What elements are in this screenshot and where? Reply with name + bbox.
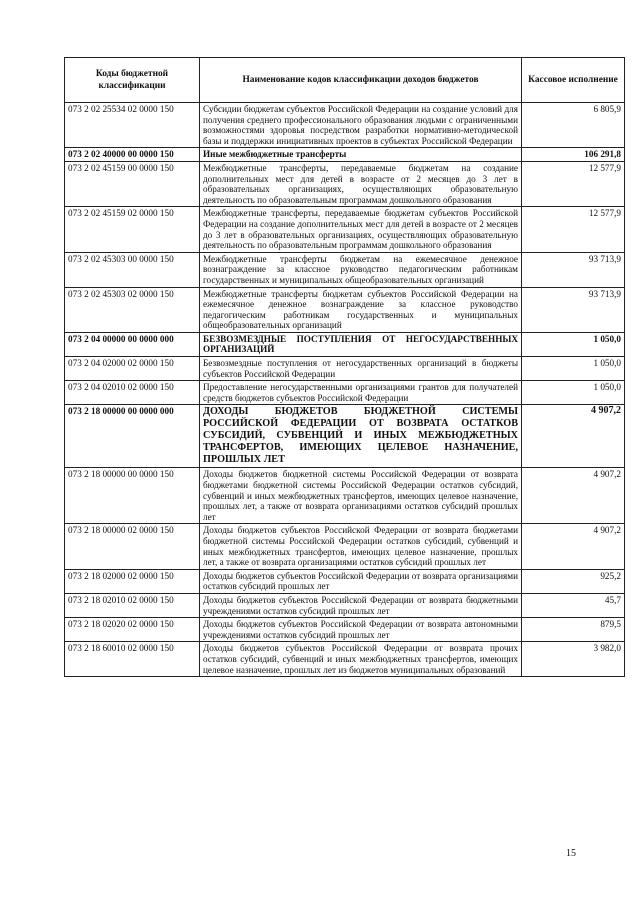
classification-name-cell: ДОХОДЫ БЮДЖЕТОВ БЮДЖЕТНОЙ СИСТЕМЫ РОССИЙСКОЙ ФЕДЕРАЦИИ ОТ ВОЗВРАТА ОСТАТКОВ СУБСИДИЙ, СУБВЕНЦИЙ И ИНЫХ МЕЖБЮДЖЕТНЫХ ТРАНСФЕРТОВ, ИМЕЮЩИХ ЦЕЛЕВОЕ НАЗНАЧЕНИЕ, ПРОШЛЫХ ЛЕТ	[200, 405, 522, 468]
table-header-row	[65, 58, 625, 103]
header-amount-column: Кассовое исполнение	[522, 58, 625, 103]
table-row	[65, 332, 625, 356]
amount-cell: 93 713,9	[522, 287, 625, 332]
amount-cell: 4 907,2	[522, 405, 625, 468]
table-row	[65, 252, 625, 287]
classification-code-cell: 073 2 18 00000 00 0000 000	[65, 405, 200, 468]
table-row	[65, 569, 625, 593]
table-row	[65, 357, 625, 381]
classification-name-cell: Межбюджетные трансферты, передаваемые бюджетам на создание дополнительных мест для детей в возрасте от 2 месяцев до 3 лет в образовательных организациях, осуществляющих образовательную деятельность по образовательным программам дошкольного образования	[200, 161, 522, 206]
classification-name-cell: Доходы бюджетов субъектов Российской Федерации от возврата организациями остатков субсидий прошлых лет	[200, 569, 522, 593]
classification-code-cell: 073 2 02 45159 00 0000 150	[65, 161, 200, 206]
classification-name-cell: БЕЗВОЗМЕЗДНЫЕ ПОСТУПЛЕНИЯ ОТ НЕГОСУДАРСТВЕННЫХ ОРГАНИЗАЦИЙ	[200, 332, 522, 356]
classification-code-cell: 073 2 04 02010 02 0000 150	[65, 381, 200, 405]
table-row	[65, 161, 625, 206]
budget-revenue-table	[64, 57, 625, 677]
classification-code-cell: 073 2 18 60010 02 0000 150	[65, 642, 200, 677]
page-number: 15	[566, 848, 576, 859]
amount-cell: 45,7	[522, 593, 625, 617]
header-name-column: Наименование кодов классификации доходов бюджетов	[200, 58, 522, 103]
classification-name-cell: Доходы бюджетов субъектов Российской Федерации от возврата бюджетами бюджетной системы Российской Федерации остатков субсидий, субвенций и иных межбюджетных трансфертов, имеющих целевое назначение, прошлых лет, а также от возврата организациями остатков субсидий прошлых лет	[200, 524, 522, 569]
amount-cell: 12 577,9	[522, 161, 625, 206]
classification-code-cell: 073 2 02 45303 02 0000 150	[65, 287, 200, 332]
classification-code-cell: 073 2 18 02000 02 0000 150	[65, 569, 200, 593]
classification-code-cell: 073 2 18 00000 00 0000 150	[65, 468, 200, 524]
table-row	[65, 468, 625, 524]
classification-code-cell: 073 2 02 45303 00 0000 150	[65, 252, 200, 287]
table-row	[65, 405, 625, 468]
table-row	[65, 381, 625, 405]
amount-cell: 1 050,0	[522, 381, 625, 405]
classification-code-cell: 073 2 18 00000 02 0000 150	[65, 524, 200, 569]
header-code-column: Коды бюджетной классификации	[65, 58, 200, 103]
classification-name-cell: Доходы бюджетов субъектов Российской Федерации от возврата автономными учреждениями остатков субсидий прошлых лет	[200, 618, 522, 642]
classification-code-cell: 073 2 02 25534 02 0000 150	[65, 103, 200, 148]
classification-code-cell: 073 2 02 45159 02 0000 150	[65, 207, 200, 252]
classification-name-cell: Межбюджетные трансферты бюджетам субъектов Российской Федерации на ежемесячное денежное вознаграждение за классное руководство педагогическим работникам государственных и муниципальных общеобразовательных организаций	[200, 287, 522, 332]
table-row	[65, 207, 625, 252]
amount-cell: 1 050,0	[522, 357, 625, 381]
table-row	[65, 593, 625, 617]
amount-cell: 93 713,9	[522, 252, 625, 287]
classification-code-cell: 073 2 04 00000 00 0000 000	[65, 332, 200, 356]
table-row	[65, 287, 625, 332]
amount-cell: 925,2	[522, 569, 625, 593]
table-row	[65, 148, 625, 162]
classification-name-cell: Доходы бюджетов субъектов Российской Федерации от возврата бюджетными учреждениями остатков субсидий прошлых лет	[200, 593, 522, 617]
table-row	[65, 642, 625, 677]
classification-name-cell: Доходы бюджетов субъектов Российской Федерации от возврата прочих остатков субсидий, субвенций и иных межбюджетных трансфертов, имеющих целевое назначение, прошлых лет из бюджетов муниципальных образований	[200, 642, 522, 677]
classification-name-cell: Межбюджетные трансферты бюджетам на ежемесячное денежное вознаграждение за классное руководство педагогическим работникам государственных и муниципальных общеобразовательных организаций	[200, 252, 522, 287]
table-row	[65, 524, 625, 569]
classification-name-cell: Предоставление негосударственными организациями грантов для получателей средств бюджетов субъектов Российской Федерации	[200, 381, 522, 405]
classification-code-cell: 073 2 18 02010 02 0000 150	[65, 593, 200, 617]
classification-name-cell: Межбюджетные трансферты, передаваемые бюджетам субъектов Российской Федерации на создание дополнительных мест для детей в возрасте от 2 месяцев до 3 лет в образовательных организациях, осуществляющих образовательную деятельность по образовательным программам дошкольного образования	[200, 207, 522, 252]
classification-code-cell: 073 2 04 02000 02 0000 150	[65, 357, 200, 381]
table-row	[65, 618, 625, 642]
amount-cell: 1 050,0	[522, 332, 625, 356]
classification-name-cell: Субсидии бюджетам субъектов Российской Федерации на создание условий для получения среднего профессионального образования людьми с ограниченными возможностями здоровья посредством разработки нормативно-методической базы и поддержки инициативных проектов в субъектах Российской Федерации	[200, 103, 522, 148]
amount-cell: 12 577,9	[522, 207, 625, 252]
table-body	[65, 103, 625, 677]
amount-cell: 6 805,9	[522, 103, 625, 148]
classification-name-cell: Безвозмездные поступления от негосударственных организаций в бюджеты субъектов Российской Федерации	[200, 357, 522, 381]
classification-code-cell: 073 2 18 02020 02 0000 150	[65, 618, 200, 642]
classification-code-cell: 073 2 02 40000 00 0000 150	[65, 148, 200, 162]
table-row	[65, 103, 625, 148]
amount-cell: 4 907,2	[522, 524, 625, 569]
amount-cell: 106 291,8	[522, 148, 625, 162]
classification-name-cell: Иные межбюджетные трансферты	[200, 148, 522, 162]
amount-cell: 879,5	[522, 618, 625, 642]
classification-name-cell: Доходы бюджетов бюджетной системы Российской Федерации от возврата бюджетами бюджетной системы Российской Федерации остатков субсидий, субвенций и иных межбюджетных трансфертов, имеющих целевое назначение, прошлых лет, а также от возврата организациями остатков субсидий прошлых лет	[200, 468, 522, 524]
amount-cell: 4 907,2	[522, 468, 625, 524]
amount-cell: 3 982,0	[522, 642, 625, 677]
